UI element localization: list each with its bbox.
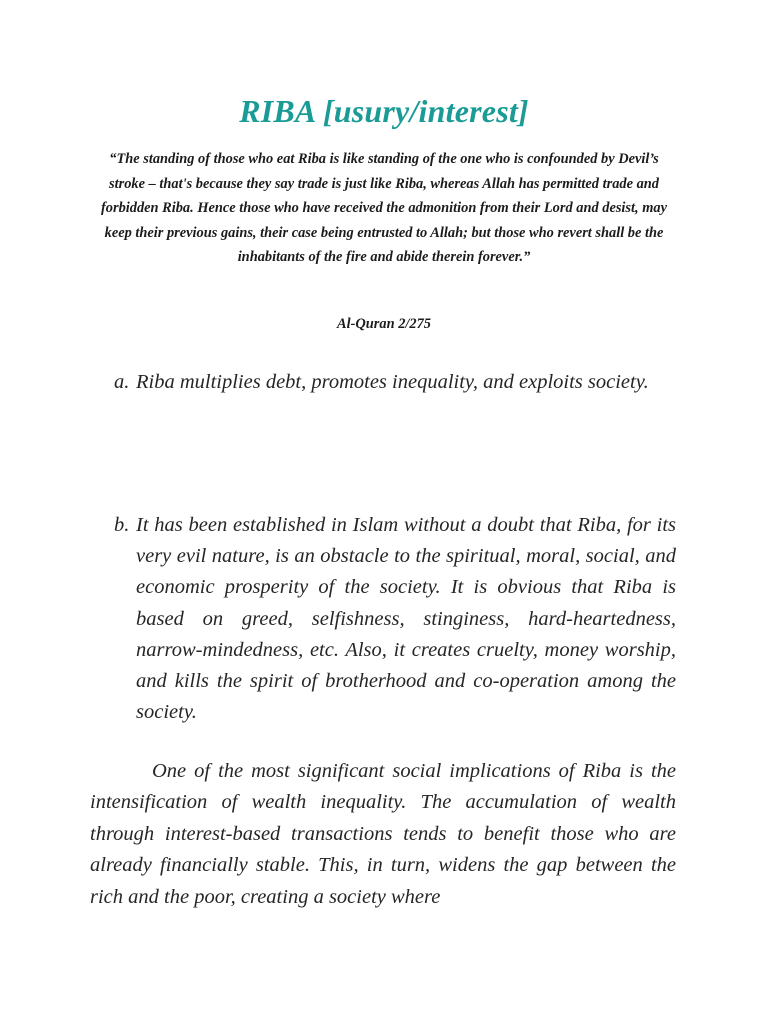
list-marker: b. (114, 514, 130, 536)
quote-citation: Al-Quran 2/275 (337, 316, 431, 332)
list-item (114, 510, 676, 730)
list-item-text: Riba multiplies debt, promotes inequality, and exploits society. (136, 371, 649, 393)
list-item-text: It has been established in Islam without a doubt that Riba, for its very evil nature, is an obstacle to the spiritual, moral, social, and economic prosperity of the society. It is obvious that Riba is based on greed, selfishness, stinginess, hard-heartedness, narrow-mindedness, etc. Also, it creates cruelty, money worship, and kills the spirit of brotherhood and co-operation among the society. (136, 514, 676, 724)
list-item (114, 367, 676, 431)
quran-quote: “The standing of those who eat Riba is like standing of the one who is confounded by Devil’s stroke – that's because they say trade is just like Riba, whereas Allah has permitted trade and forbidden Riba. Hence those who have received the admonition from their Lord and desist, may keep their previous gains, their case being entrusted to Allah; but those who revert shall be the inhabitants of the fire and abide therein forever.” (100, 151, 668, 265)
body-paragraph: One of the most significant social implications of Riba is the intensification of wealth inequality. The accumulation of wealth through interest-based transactions tends to benefit those who are already financially stable. This, in turn, widens the gap between the rich and the poor, creating a society where (90, 760, 676, 908)
page-title: RIBA [usury/interest] (239, 93, 529, 129)
list-marker: a. (114, 371, 130, 393)
